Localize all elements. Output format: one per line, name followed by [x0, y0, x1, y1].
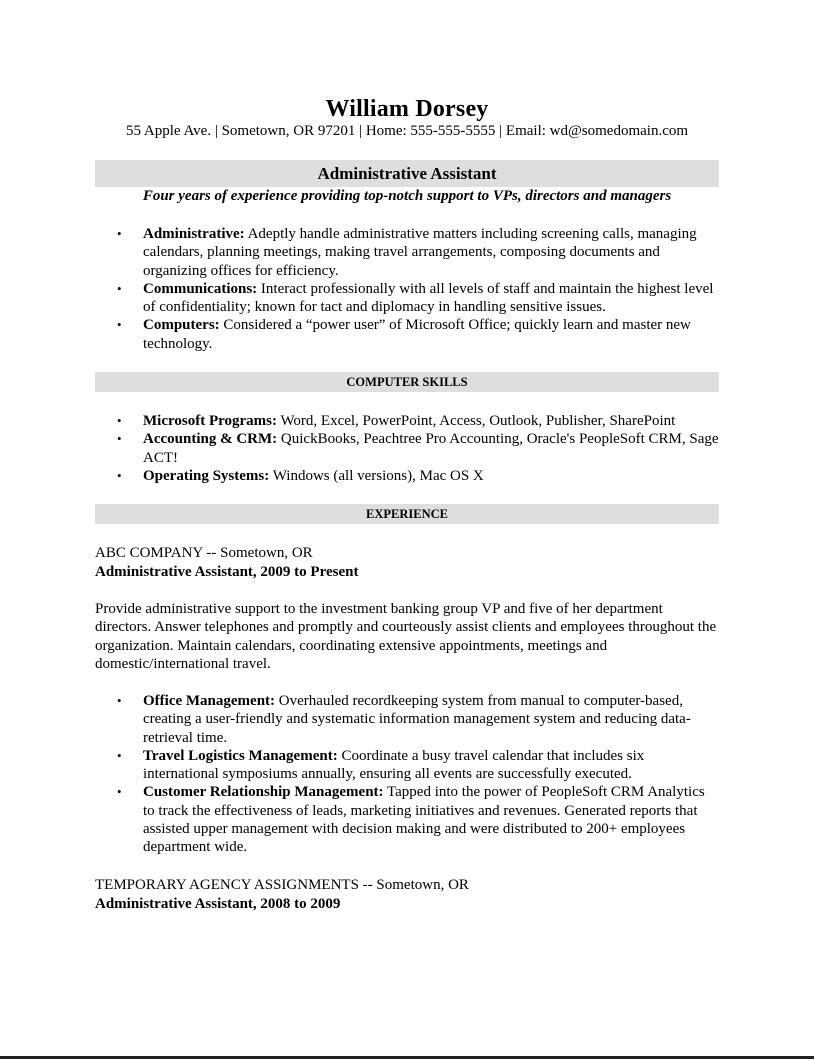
list-item [95, 783, 719, 856]
item-text: QuickBooks, Peachtree Pro Accounting, Oracle's PeopleSoft CRM, Sage ACT! [143, 431, 719, 466]
list-item [95, 280, 719, 317]
bullet-icon: • [117, 467, 122, 483]
item-text: Adeptly handle administrative matters including screening calls, managing calendars, planning meetings, making travel arrangements, composing documents and organizing offices for efficiency. [143, 226, 697, 279]
experience-heading: EXPERIENCE [95, 504, 719, 524]
item-label: Office Management: [143, 693, 276, 709]
item-label: Administrative: [143, 226, 245, 242]
item-label: Customer Relationship Management: [143, 784, 384, 801]
contact-line: 55 Apple Ave. | Sometown, OR 97201 | Home: 555-555-5555 | Email: wd@somedomain.com [125, 123, 689, 139]
item-text: Tapped into the power of PeopleSoft CRM Analytics to track the effectiveness of leads, marketing initiatives and revenues. Generated reports that assisted upper management with decision making and were distributed to 200+ employees department wide. [143, 784, 705, 856]
list-item [95, 467, 719, 485]
job-company: ABC COMPANY -- Sometown, OR [95, 545, 313, 561]
job-role: Administrative Assistant, 2009 to Present [95, 564, 359, 580]
item-label: Microsoft Programs: [143, 413, 277, 429]
item-label: Operating Systems: [143, 467, 270, 484]
list-item [95, 430, 719, 467]
list-item [95, 692, 719, 747]
job-title-banner: Administrative Assistant [95, 160, 719, 187]
bullet-icon: • [117, 413, 122, 428]
bullet-icon: • [117, 784, 122, 800]
summary-list [95, 225, 719, 353]
bullet-icon: • [117, 317, 122, 333]
bullet-icon: • [117, 226, 122, 241]
bullet-icon: • [117, 431, 122, 447]
list-item [95, 412, 719, 430]
item-text: Interact professionally with all levels of staff and maintain the highest level of confidentiality; known for tact and diplomacy in handling sensitive issues. [143, 280, 714, 316]
list-item [95, 747, 719, 784]
item-text: Considered a “power user” of Microsoft Office; quickly learn and master new technology. [143, 317, 691, 352]
list-item [95, 316, 719, 353]
bullet-icon: • [117, 747, 122, 763]
computer-skills-heading: COMPUTER SKILLS [95, 372, 719, 392]
item-text: Overhauled recordkeeping system from manual to computer-based, creating a user-friendly and systematic information management system and reducing data-retrieval time. [143, 693, 691, 746]
item-label: Travel Logistics Management: [143, 747, 338, 764]
item-label: Accounting & CRM: [143, 431, 278, 448]
candidate-name: William Dorsey [325, 96, 489, 122]
list-item [95, 225, 719, 280]
bullet-icon: • [117, 280, 122, 296]
job-role: Administrative Assistant, 2008 to 2009 [95, 896, 341, 912]
item-label: Communications: [143, 280, 258, 297]
job-description: Provide administrative support to the investment banking group VP and five of her department directors. Answer telephones and promptly and courteously assist clients and employees throughout the organization. Maintain calendars, coordinating extensive appointments, meetings and domestic/international travel. [95, 601, 717, 672]
summary-tagline: Four years of experience providing top-notch support to VPs, directors and managers [142, 188, 672, 204]
item-label: Computers: [143, 317, 220, 334]
job-company: TEMPORARY AGENCY ASSIGNMENTS -- Sometown, OR [95, 877, 469, 893]
computer-skills-list [95, 412, 719, 485]
job-achievements-list [95, 692, 719, 857]
item-text: Coordinate a busy travel calendar that includes six international symposiums annually, ensuring all events are successfully executed. [143, 747, 645, 783]
item-text: Word, Excel, PowerPoint, Access, Outlook, Publisher, SharePoint [276, 413, 676, 429]
item-text: Windows (all versions), Mac OS X [269, 467, 484, 484]
bullet-icon: • [117, 693, 122, 708]
